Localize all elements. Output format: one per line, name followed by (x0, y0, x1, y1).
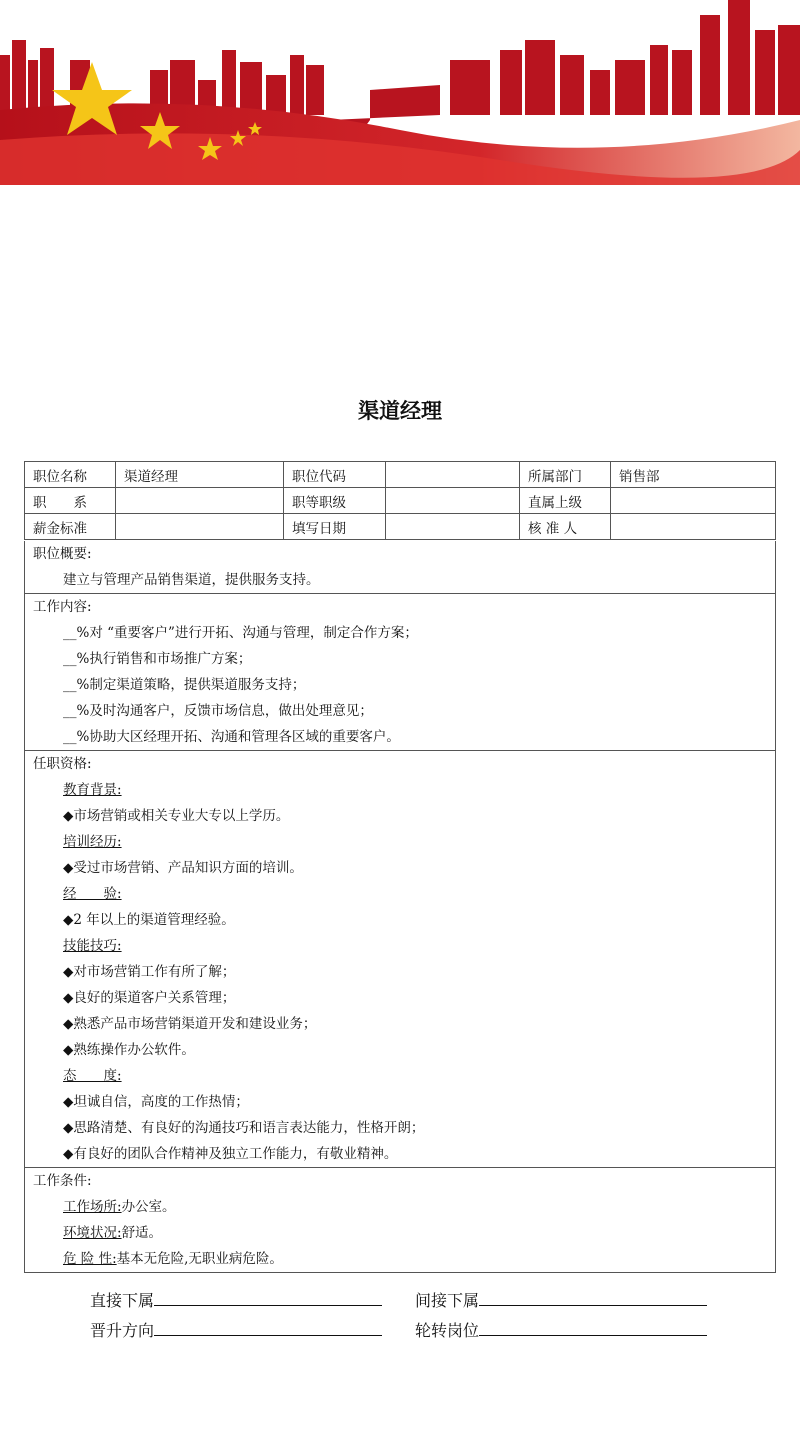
qualification-item: ◆受过市场营销、产品知识方面的培训。 (63, 860, 303, 876)
duty-item: __%制定渠道策略，提供渠道服务支持； (63, 677, 306, 693)
group-label: 技能技巧: (63, 938, 122, 954)
qualification-item: ◆对市场营销工作有所了解； (63, 964, 236, 980)
qualifications-section (24, 751, 776, 1168)
qualification-item: ◆良好的渠道客户关系管理； (63, 990, 236, 1006)
duty-item: __%对 “重要客户”进行开拓、沟通与管理，制定合作方案； (63, 625, 418, 641)
label-cell: 职 系 (25, 488, 116, 514)
qualification-item: ◆思路清楚、有良好的沟通技巧和语言表达能力，性格开朗； (63, 1120, 425, 1136)
value-cell (611, 488, 776, 514)
condition-value: 办公室。 (121, 1199, 176, 1215)
condition-item (25, 1220, 775, 1246)
table-row (25, 462, 776, 488)
value-cell (386, 488, 520, 514)
condition-item (25, 1246, 775, 1272)
qualification-item: ◆坦诚自信，高度的工作热情； (63, 1094, 249, 1110)
summary-section (24, 541, 776, 594)
value-cell (611, 514, 776, 540)
duty-item: __%及时沟通客户，反馈市场信息，做出处理意见； (63, 703, 373, 719)
qualification-item: ◆有良好的团队合作精神及独立工作能力，有敬业精神。 (63, 1146, 398, 1162)
field-label: 间接下属 (415, 1291, 480, 1310)
label-cell: 职位代码 (284, 462, 386, 488)
group-label: 培训经历: (63, 834, 122, 850)
section-heading: 职位概要: (33, 546, 92, 562)
condition-label: 环境状况: (63, 1225, 122, 1241)
qualification-item: ◆熟练操作办公软件。 (63, 1042, 195, 1058)
position-info-table (24, 461, 776, 540)
qualification-item: ◆2 年以上的渠道管理经验。 (63, 912, 235, 928)
label-cell: 直属上级 (520, 488, 611, 514)
qualification-item: ◆熟悉产品市场营销渠道开发和建设业务； (63, 1016, 317, 1032)
value-cell: 渠道经理 (116, 462, 284, 488)
value-cell (116, 488, 284, 514)
promotion-field (90, 1318, 382, 1341)
table-row (25, 514, 776, 540)
qualification-item: ◆市场营销或相关专业大专以上学历。 (63, 808, 290, 824)
duty-item: __%执行销售和市场推广方案； (63, 651, 252, 667)
group-label: 经 验: (63, 886, 122, 902)
value-cell (386, 514, 520, 540)
summary-text: 建立与管理产品销售渠道，提供服务支持。 (63, 572, 320, 588)
header-banner (0, 0, 800, 185)
condition-label: 危 险 性: (63, 1251, 117, 1267)
direct-subordinate-field (90, 1288, 382, 1311)
indirect-subordinate-field (415, 1288, 707, 1311)
label-cell: 职位名称 (25, 462, 116, 488)
value-cell: 销售部 (611, 462, 776, 488)
value-cell (386, 462, 520, 488)
label-cell: 职等职级 (284, 488, 386, 514)
section-heading: 工作条件: (33, 1173, 92, 1189)
page-title: 渠道经理 (358, 398, 442, 423)
duty-item: __%协助大区经理开拓、沟通和管理各区域的重要客户。 (63, 729, 400, 745)
field-label: 直接下属 (90, 1291, 155, 1310)
blank-line[interactable] (479, 1319, 707, 1336)
condition-value: 舒适。 (121, 1225, 163, 1241)
blank-line[interactable] (154, 1289, 382, 1306)
section-heading: 工作内容: (33, 599, 92, 615)
condition-item (25, 1194, 775, 1220)
conditions-section (24, 1168, 776, 1273)
rotation-field (415, 1318, 707, 1341)
field-label: 轮转岗位 (415, 1321, 480, 1340)
table-row (25, 488, 776, 514)
value-cell (116, 514, 284, 540)
field-label: 晋升方向 (90, 1321, 155, 1340)
label-cell: 所属部门 (520, 462, 611, 488)
group-label: 态 度: (63, 1068, 122, 1084)
condition-label: 工作场所: (63, 1199, 122, 1215)
duties-section (24, 594, 776, 751)
group-label: 教育背景: (63, 782, 122, 798)
section-heading: 任职资格: (33, 756, 92, 772)
blank-line[interactable] (479, 1289, 707, 1306)
condition-value: 基本无危险,无职业病危险。 (116, 1251, 283, 1267)
blank-line[interactable] (154, 1319, 382, 1336)
label-cell: 填写日期 (284, 514, 386, 540)
label-cell: 薪金标准 (25, 514, 116, 540)
label-cell: 核 准 人 (520, 514, 611, 540)
